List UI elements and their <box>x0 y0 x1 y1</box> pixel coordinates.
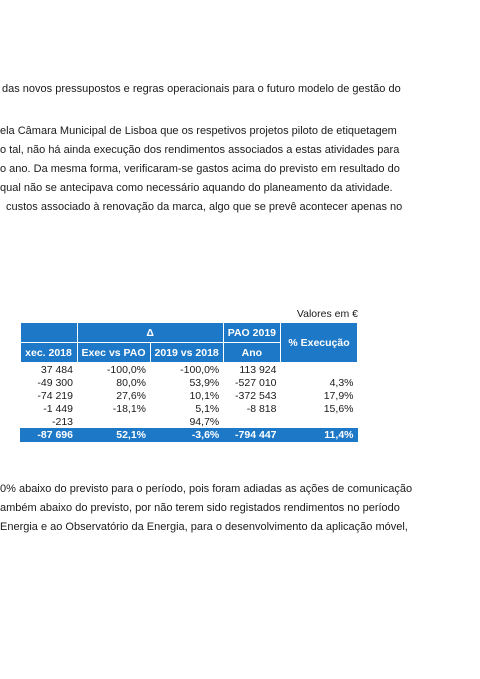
cell-exec-2018: 37 484 <box>40 363 73 376</box>
text-line: qual não se antecipava como necessário aquando do planeamento da atividade. <box>0 182 393 194</box>
cell-execution-pct: 4,3% <box>329 376 354 389</box>
cell-pao-2019 <box>223 415 280 428</box>
table-total-row <box>20 428 358 442</box>
cell-2019-vs-2018: -100,0% <box>180 363 220 376</box>
header-2019-vs-2018: 2019 vs 2018 <box>150 343 223 363</box>
cell-2019-vs-2018: 53,9% <box>189 376 220 389</box>
header-exec-vs-pao: Exec vs PAO <box>77 343 150 363</box>
text-line: Energia e ao Observatório da Energia, para o desenvolvimento da aplicação móvel, <box>0 521 408 533</box>
text-line: das novos pressupostos e regras operacionais para o futuro modelo de gestão do <box>2 83 401 95</box>
cell-exec-vs-pao: -18,1% <box>112 402 147 415</box>
header-blank <box>20 323 77 343</box>
text-line: ela Câmara Municipal de Lisboa que os respetivos projetos piloto de etiquetagem <box>0 125 397 137</box>
cell-exec-vs-pao <box>77 415 150 428</box>
text-line: o tal, não há ainda execução dos rendimentos associados a estas atividades para <box>0 144 400 156</box>
header-exec-2018: xec. 2018 <box>20 343 77 363</box>
table-row <box>20 376 358 389</box>
table-row <box>20 389 358 402</box>
cell-pao-2019: -372 543 <box>235 389 277 402</box>
cell-pao-2019: -8 818 <box>246 402 277 415</box>
text-line: 0% abaixo do previsto para o período, pois foram adiadas as ações de comunicação <box>0 483 413 495</box>
cell-execution-pct <box>281 363 358 377</box>
header-delta: Δ <box>77 323 223 343</box>
text-line: custos associado à renovação da marca, algo que se prevê acontecer apenas no <box>6 201 403 213</box>
text-line: ambém abaixo do previsto, por não terem sido registados rendimentos no período <box>0 502 400 514</box>
table-row <box>20 363 358 377</box>
financial-table <box>20 322 359 442</box>
cell-pao-2019: 113 924 <box>239 363 277 376</box>
header-pao-2019: PAO 2019 <box>223 323 280 343</box>
total-2019-vs-2018: -3,6% <box>150 428 223 442</box>
cell-2019-vs-2018: 94,7% <box>189 415 220 428</box>
cell-exec-vs-pao: 27,6% <box>116 389 147 402</box>
total-exec-vs-pao: 52,1% <box>77 428 150 442</box>
total-pao-2019: -794 447 <box>223 428 280 442</box>
cell-2019-vs-2018: 5,1% <box>195 402 220 415</box>
table-row <box>20 402 358 415</box>
cell-exec-vs-pao: -100,0% <box>106 363 147 376</box>
cell-exec-2018: -49 300 <box>37 376 73 389</box>
cell-exec-2018: -213 <box>51 415 73 428</box>
cell-exec-vs-pao: 80,0% <box>116 376 147 389</box>
table-row <box>20 415 358 428</box>
table-caption: Valores em € <box>296 308 358 320</box>
total-exec-2018: -87 696 <box>20 428 77 442</box>
total-execution-pct: 11,4% <box>281 428 358 442</box>
cell-execution-pct: 15,6% <box>323 402 354 415</box>
cell-exec-2018: -1 449 <box>43 402 73 415</box>
cell-execution-pct <box>281 415 358 428</box>
cell-execution-pct: 17,9% <box>323 389 354 402</box>
cell-exec-2018: -74 219 <box>37 389 73 402</box>
cell-pao-2019: -527 010 <box>235 376 277 389</box>
header-execution-pct: % Execução <box>281 323 358 363</box>
cell-2019-vs-2018: 10,1% <box>189 389 220 402</box>
text-line: o ano. Da mesma forma, verificaram-se gastos acima do previsto em resultado do <box>0 163 400 175</box>
header-pao-year: Ano <box>223 343 280 363</box>
